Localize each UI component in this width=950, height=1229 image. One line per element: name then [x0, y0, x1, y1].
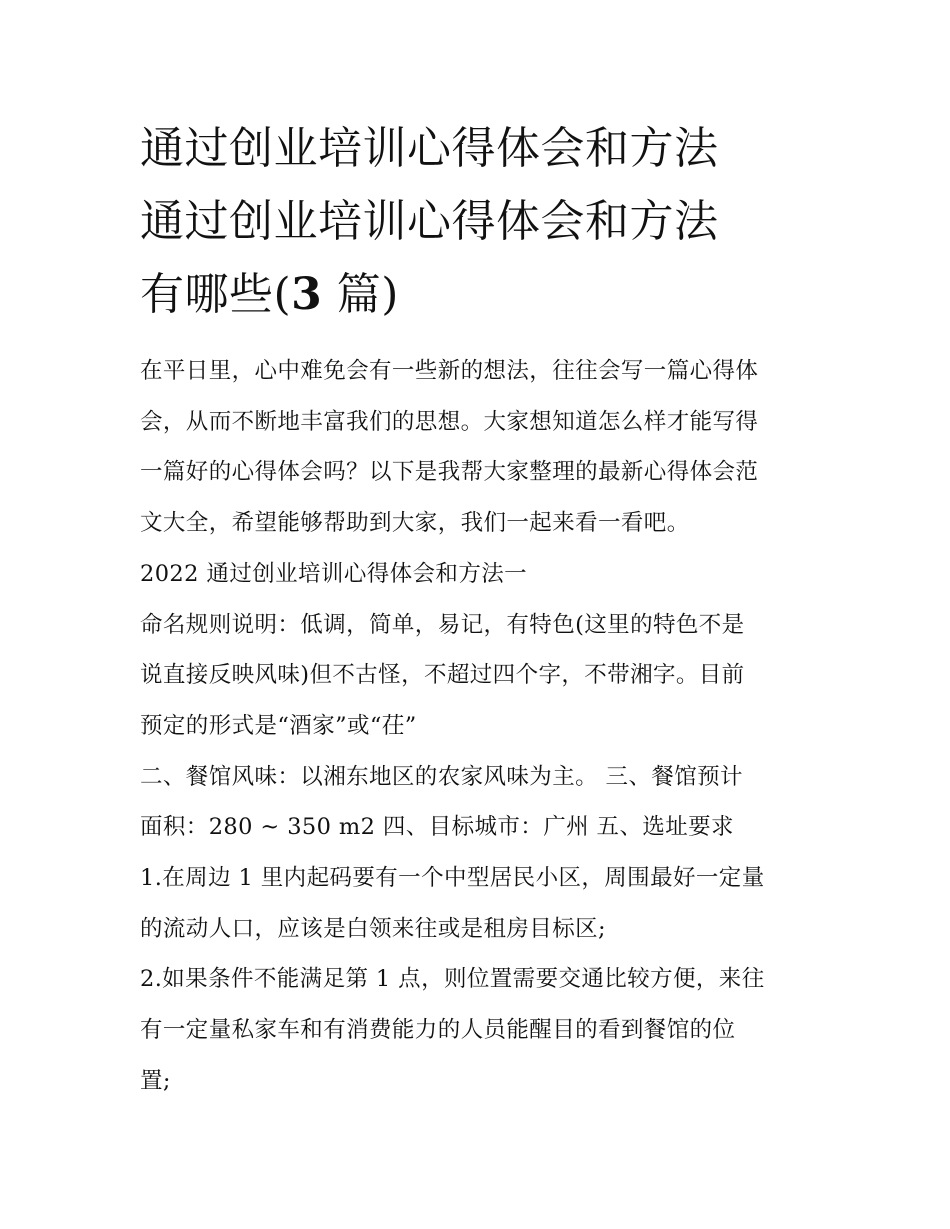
paragraph-line: 预定的形式是“酒家”或“茌” [140, 712, 417, 739]
title-line-1: 通过创业培训心得体会和方法 [140, 123, 719, 174]
document-body [140, 346, 820, 1107]
paragraph-intro [140, 346, 820, 549]
document-content [140, 112, 820, 1107]
paragraph-line: 2.如果条件不能满足第 1 点，则位置需要交通比较方便，来往 [140, 966, 765, 993]
paragraph-line: 一篇好的心得体会吗？以下是我帮大家整理的最新心得体会范 [140, 459, 759, 486]
title-line-3 [140, 258, 820, 331]
title-line-2: 通过创业培训心得体会和方法 [140, 196, 719, 247]
paragraph-line: 的流动人口，应该是白领来往或是租房目标区; [140, 915, 606, 942]
paragraph-line: 命名规则说明：低调，简单，易记，有特色(这里的特色不是 [140, 611, 745, 638]
paragraph-line: 2022 通过创业培训心得体会和方法一 [140, 560, 528, 587]
title-line-3-prefix: 有哪些( [140, 269, 292, 320]
paragraph-restaurant-info [140, 752, 820, 853]
section-heading [140, 549, 820, 600]
paragraph-site-requirement-2 [140, 954, 820, 1106]
paragraph-line: 在平日里，心中难免会有一些新的想法，往往会写一篇心得体 [140, 358, 759, 384]
paragraph-line: 说直接反映风味)但不古怪，不超过四个字，不带湘字。目前 [140, 662, 745, 689]
title-line-3-number: 3 [291, 269, 323, 320]
document-title [140, 112, 820, 331]
title-line-3-suffix: 篇) [322, 269, 399, 320]
paragraph-line: 面积：280 ~ 350 m2 四、目标城市：广州 五、选址要求 [140, 814, 734, 841]
paragraph-site-requirement-1 [140, 853, 820, 954]
paragraph-line: 有一定量私家车和有消费能力的人员能醒目的看到餐馆的位 [140, 1017, 736, 1044]
paragraph-line: 会，从而不断地丰富我们的思想。大家想知道怎么样才能写得 [140, 408, 759, 435]
paragraph-line: 文大全，希望能够帮助到大家，我们一起来看一看吧。 [140, 510, 690, 537]
paragraph-line: 1.在周边 1 里内起码要有一个中型居民小区，周围最好一定量 [140, 865, 765, 892]
paragraph-line: 置; [140, 1067, 171, 1094]
paragraph-naming-rules [140, 600, 820, 752]
paragraph-line: 二、餐馆风味：以湘东地区的农家风味为主。 三、餐馆预计 [140, 763, 743, 790]
